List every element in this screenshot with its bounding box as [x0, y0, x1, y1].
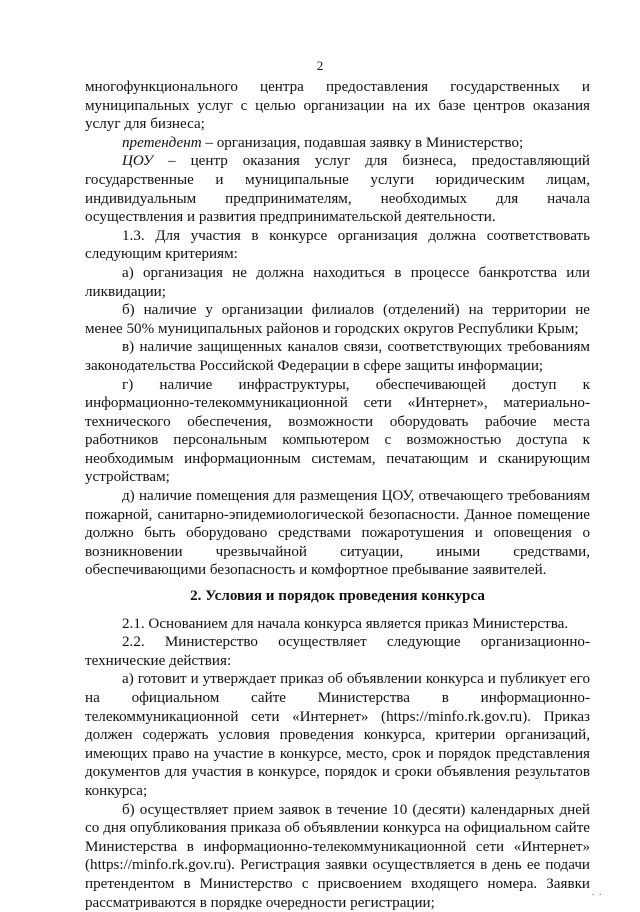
definition-cou	[85, 152, 590, 226]
criterion-a: а) организация не должна находиться в процессе банкротства или ликвидации;	[85, 264, 590, 300]
action-a: а) готовит и утверждает приказ об объявлении конкурса и публикует его на официальном сайте Министерства в информационно-телекоммуникационной сети «Интернет» (https://minfo.rk.gov.ru). Приказ должен содержать условия проведения конкурса, критерии организаций, имеющих право на участие в конкурсе, место, срок и порядок представления документов для участия в конкурсе, порядок и сроки объявления результатов конкурса;	[85, 671, 590, 799]
criterion-g: г) наличие инфраструктуры, обеспечивающей доступ к информационно-телекоммуникационной сети «Интернет», материально-технического обеспечения, возможности оборудовать рабочие места работников персональным компьютером с возможностью доступа к необходимым информационным системам, печатающим и сканирующим устройствам;	[85, 376, 590, 486]
term-cou: ЦОУ	[122, 153, 154, 170]
criterion-d: д) наличие помещения для размещения ЦОУ, отвечающего требованиям пожарной, санитарно-эпидемиологической безопасности. Данное помещение должно быть оборудовано средствами пожаротушения и оповещения о возникновении чрезвычайной ситуации, иными средствами, обеспечивающими безопасность и комфортное пребывание заявителей.	[85, 488, 590, 579]
scan-artifact-marks: . .	[592, 887, 603, 898]
page-number: 2	[316, 58, 324, 73]
action-b: б) осуществляет прием заявок в течение 10 (десяти) календарных дней со дня опубликования приказа об объявлении конкурса на официальном сайте Министерства в информационно-телекоммуникационной сети «Интернет» (https://minfo.rk.gov.ru). Регистрация заявки осуществляется в день ее подачи претендентом в Министерство с присвоением входящего номера. Заявки рассматриваются в порядке очередности регистрации;	[85, 801, 590, 911]
clause-2-2: 2.2. Министерство осуществляет следующие организационно-технические действия:	[85, 634, 590, 669]
term-applicant: претендент	[122, 134, 202, 151]
definition-cou-text: – центр оказания услуг для бизнеса, предоставляющий государственные и муниципальные услуги юридическим лицам, индивидуальным предпринимателям, необходимых для начала осуществления и развития предпринимательской деятельности.	[85, 153, 590, 226]
definition-applicant-text: – организация, подавшая заявку в Министерство;	[201, 134, 524, 151]
criterion-b: б) наличие у организации филиалов (отделений) на территории не менее 50% муниципальных районов и городских округов Республики Крым;	[85, 302, 590, 337]
criterion-v: в) наличие защищенных каналов связи, соответствующих требованиям законодательства Российской Федерации в сфере защиты информации;	[85, 339, 590, 374]
clause-1-3: 1.3. Для участия в конкурсе организация должна соответствовать следующим критериям:	[85, 227, 590, 263]
clause-2-1: 2.1. Основанием для начала конкурса является приказ Министерства.	[122, 615, 569, 632]
section-heading: 2. Условия и порядок проведения конкурса	[190, 588, 485, 605]
definition-applicant	[85, 134, 590, 153]
document-body	[85, 78, 590, 912]
paragraph-continuation: многофункционального центра предоставления государственных и муниципальных услуг с целью организации на их базе центров оказания услуг для бизнеса;	[85, 79, 590, 133]
